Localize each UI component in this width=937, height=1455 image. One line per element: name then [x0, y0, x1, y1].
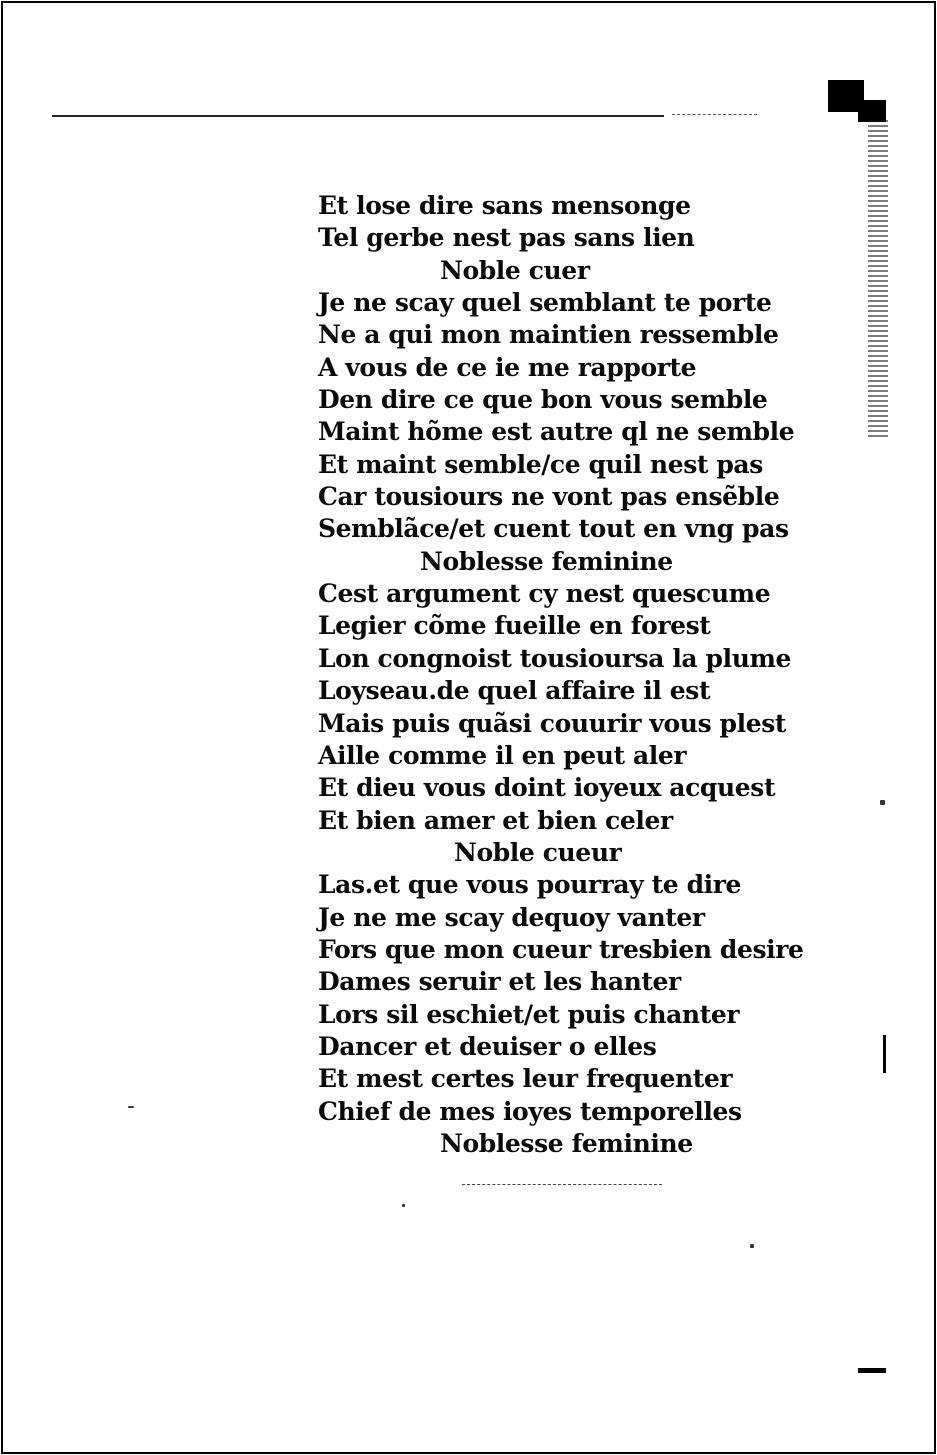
- verse-block: [318, 190, 804, 1160]
- verse-line: Je ne scay quel semblant te porte: [318, 288, 772, 318]
- bottom-rule: [462, 1184, 662, 1185]
- verse-line: Mais puis quãsi couurir vous plest: [318, 708, 787, 738]
- verse-line: Et lose dire sans mensonge: [318, 191, 691, 220]
- page-tab-mark-lower: [858, 100, 886, 122]
- verse-line: Cest argument cy nest quescume: [318, 579, 771, 609]
- verse-line: Car tousiours ne vont pas ensẽble: [318, 482, 780, 512]
- refrain-line: Noblesse feminine: [440, 1128, 693, 1158]
- verse-line: Lors sil eschiet/et puis chanter: [318, 999, 740, 1029]
- verse-line: Ne a qui mon maintien ressemble: [318, 320, 779, 350]
- verse-line: Legier cõme fueille en forest: [318, 611, 711, 641]
- edge-mark: [858, 1368, 886, 1373]
- speck: [402, 1204, 405, 1207]
- speck: [880, 800, 885, 805]
- verse-line: Aille comme il en peut aler: [318, 740, 687, 770]
- page-edge-shading: [868, 120, 888, 440]
- verse-line: Las.et que vous pourray te dire: [318, 870, 742, 900]
- verse-line: Et dieu vous doint ioyeux acquest: [318, 773, 776, 803]
- verse-line: Fors que mon cueur tresbien desire: [318, 934, 804, 964]
- verse-line: Dancer et deuiser o elles: [318, 1031, 657, 1061]
- verse-line: Dames seruir et les hanter: [318, 967, 681, 997]
- verse-line: A vous de ce ie me rapporte: [318, 352, 697, 382]
- verse-line: Et bien amer et bien celer: [318, 805, 673, 835]
- verse-line: Loyseau.de quel affaire il est: [318, 676, 711, 706]
- top-rule-dash: [672, 114, 757, 115]
- verse-line: Semblãce/et cuent tout en vng pas: [318, 514, 789, 544]
- verse-line: Den dire ce que bon vous semble: [318, 385, 768, 415]
- verse-line: Je ne me scay dequoy vanter: [318, 902, 705, 932]
- speck: [750, 1244, 754, 1248]
- speck: [128, 1106, 134, 1108]
- top-rule: [52, 115, 664, 117]
- refrain-line: Noble cuer: [440, 255, 590, 285]
- edge-mark: [883, 1035, 886, 1073]
- refrain-line: Noblesse feminine: [420, 546, 673, 576]
- verse-line: Lon congnoist tousioursa la plume: [318, 643, 792, 673]
- refrain-line: Noble cueur: [454, 837, 622, 867]
- verse-line: Tel gerbe nest pas sans lien: [318, 223, 695, 253]
- verse-line: Et mest certes leur frequenter: [318, 1064, 733, 1094]
- verse-line: Et maint semble/ce quil nest pas: [318, 449, 763, 479]
- verse-line: Chief de mes ioyes temporelles: [318, 1096, 742, 1126]
- verse-line: Maint hõme est autre ql ne semble: [318, 417, 795, 447]
